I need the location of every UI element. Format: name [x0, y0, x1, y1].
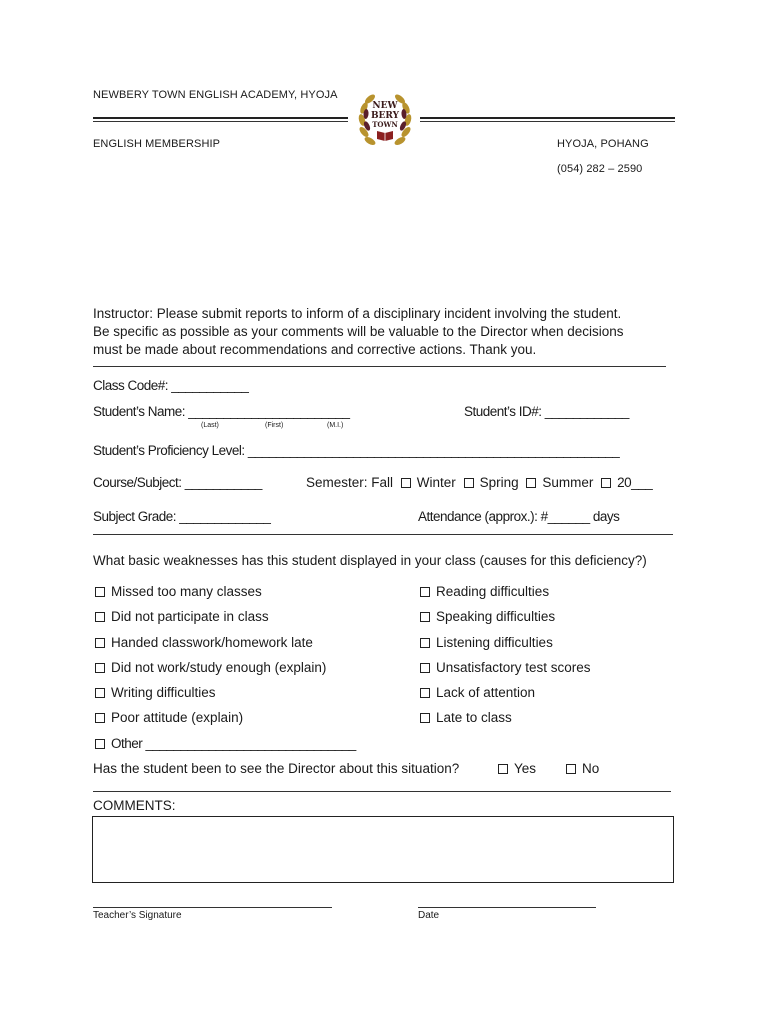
checkbox[interactable] [420, 688, 430, 698]
spring-checkbox[interactable] [526, 478, 536, 488]
checkbox[interactable] [420, 612, 430, 622]
summer-label: Summer [542, 475, 594, 490]
checkbox[interactable] [95, 713, 105, 723]
year-field[interactable]: 20___ [617, 475, 653, 490]
academy-name: NEWBERY TOWN ENGLISH ACADEMY, HYOJA [93, 89, 338, 101]
checkbox[interactable] [566, 764, 576, 774]
header-rule-right-thin [420, 121, 675, 122]
course-field[interactable]: Course/Subject: ___________ [93, 475, 262, 490]
weakness-writing[interactable]: Writing difficulties [95, 685, 216, 700]
class-code-field[interactable]: Class Code#: ___________ [93, 378, 249, 393]
semester-group [306, 475, 652, 490]
weakness-no-participation[interactable]: Did not participate in class [95, 609, 269, 624]
weakness-reading[interactable]: Reading difficulties [420, 584, 549, 599]
director-yes-option[interactable]: Yes [498, 761, 536, 776]
weakness-other[interactable]: Other ______________________________ [95, 736, 356, 751]
attendance-field[interactable]: Attendance (approx.): #______ days [418, 509, 620, 524]
checkbox[interactable] [95, 663, 105, 673]
comments-label: COMMENTS: [93, 798, 176, 813]
summer-checkbox[interactable] [601, 478, 611, 488]
date-line[interactable] [418, 907, 596, 908]
logo-text-2: BERY [370, 111, 400, 121]
logo-text-1: NEW [372, 101, 398, 111]
instructions-line-2: Be specific as possible as your comments will be valuable to the Director when decisions [93, 324, 624, 339]
date-label: Date [418, 910, 440, 921]
instructions-line-1: Instructor: Please submit reports to inform of a disciplinary incident involving the student. [93, 306, 622, 321]
name-first-hint: (First) [265, 422, 284, 429]
instructions-line-3: must be made about recommendations and corrective actions. Thank you. [93, 342, 537, 357]
weakness-missed-classes[interactable]: Missed too many classes [95, 584, 262, 599]
checkbox[interactable] [95, 587, 105, 597]
phone-number: (054) 282 – 2590 [557, 163, 643, 175]
director-no-option[interactable]: No [566, 761, 599, 776]
proficiency-field[interactable]: Student’s Proficiency Level: _____________________________________________________ [93, 443, 620, 458]
weakness-listening[interactable]: Listening difficulties [420, 635, 553, 650]
winter-label: Winter [416, 475, 456, 490]
winter-checkbox[interactable] [464, 478, 474, 488]
checkbox[interactable] [95, 612, 105, 622]
checkbox[interactable] [95, 688, 105, 698]
weakness-late-homework[interactable]: Handed classwork/homework late [95, 635, 313, 650]
student-id-field[interactable]: Student’s ID#: ____________ [464, 404, 629, 419]
spring-label: Spring [479, 475, 519, 490]
fall-checkbox[interactable] [401, 478, 411, 488]
checkbox[interactable] [420, 663, 430, 673]
academy-logo [352, 90, 418, 154]
checkbox[interactable] [498, 764, 508, 774]
weakness-not-enough-study[interactable]: Did not work/study enough (explain) [95, 660, 326, 675]
student-name-field[interactable]: Student’s Name: _______________________ [93, 404, 350, 419]
logo-text-3: TOWN [372, 120, 398, 129]
header-rule-left [93, 117, 348, 119]
divider-3 [93, 791, 671, 792]
membership-label: ENGLISH MEMBERSHIP [93, 138, 221, 150]
signature-line[interactable] [93, 907, 332, 908]
checkbox[interactable] [95, 739, 105, 749]
weakness-question: What basic weaknesses has this student displayed in your class (causes for this deficiency?) [93, 553, 647, 568]
weakness-late-to-class[interactable]: Late to class [420, 710, 512, 725]
header-rule-left-thin [93, 121, 348, 122]
name-last-hint: (Last) [201, 422, 219, 429]
subject-grade-field[interactable]: Subject Grade: _____________ [93, 509, 271, 524]
weakness-poor-attitude[interactable]: Poor attitude (explain) [95, 710, 243, 725]
director-question: Has the student been to see the Director about this situation? [93, 761, 460, 776]
location: HYOJA, POHANG [557, 138, 649, 150]
semester-label: Semester: Fall [306, 475, 394, 490]
weakness-attention[interactable]: Lack of attention [420, 685, 535, 700]
comments-box[interactable] [92, 816, 674, 883]
header-rule-right [420, 117, 675, 119]
teacher-signature-label: Teacher’s Signature [93, 910, 182, 921]
name-mi-hint: (M.I.) [327, 422, 344, 429]
checkbox[interactable] [95, 638, 105, 648]
divider-1 [93, 366, 666, 367]
checkbox[interactable] [420, 713, 430, 723]
weakness-test-scores[interactable]: Unsatisfactory test scores [420, 660, 591, 675]
checkbox[interactable] [420, 587, 430, 597]
checkbox[interactable] [420, 638, 430, 648]
weakness-speaking[interactable]: Speaking difficulties [420, 609, 555, 624]
divider-2 [93, 534, 673, 535]
